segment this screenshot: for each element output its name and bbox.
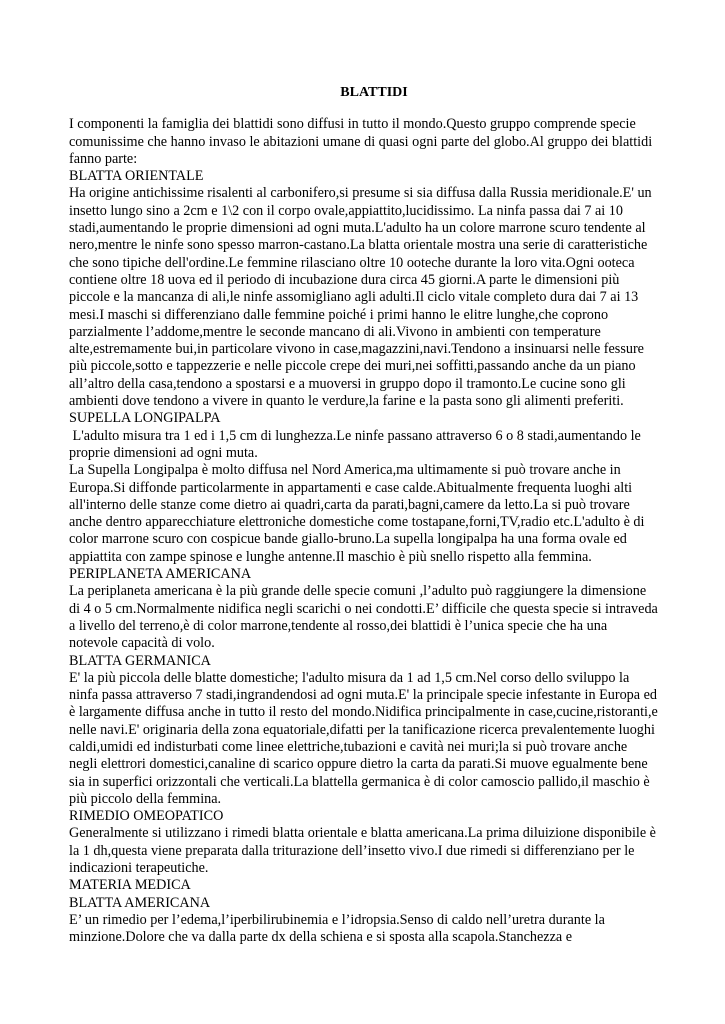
paragraph-blatta-americana: E’ un rimedio per l’edema,l’iperbilirubinemia e l’idropsia.Senso di caldo nell’uretra durante la minzione.Dolore che va dalla parte dx della schiena e si sposta alla scapola.Stanchezza e xyxy=(69,911,605,946)
heading-materia-medica: MATERIA MEDICA xyxy=(69,877,191,894)
heading-blatta-germanica: BLATTA GERMANICA xyxy=(69,652,211,669)
document-page xyxy=(69,84,659,947)
paragraph-supella-1: L'adulto misura tra 1 ed i 1,5 cm di lunghezza.Le ninfe passano attraverso 6 o 8 stadi,aumentando le proprie dimensioni ad ogni muta. xyxy=(69,427,645,461)
heading-supella-longipalpa: SUPELLA LONGIPALPA xyxy=(69,410,221,427)
heading-blatta-americana: BLATTA AMERICANA xyxy=(69,894,211,911)
paragraph-supella-2: La Supella Longipalpa è molto diffusa nel Nord America,ma ultimamente si può trovare anche in Europa.Si diffonde particolarmente in appartamenti e case calde.Abitualmente frequenta luoghi alti all'interno delle stanze come dietro ai quadri,carta da parati,bagni,camere da letto.La si può trovare anche dentro apparecchiature elettroniche domestiche come tostapane,forni,TV,radio etc.L'adulto è di color marrone scuro con cospicue bande giallo-bruno.La supella longipalpa ha una forma ovale ed appiattita con zampe spinose e lunghe antenne.Il maschio è più snello rispetto alla femmina. xyxy=(69,462,645,565)
paragraph-periplaneta: La periplaneta americana è la più grande delle specie comuni ,l’adulto può raggiungere la dimensione di 4 o 5 cm.Normalmente nidifica negli scarichi o nei condotti.E’ difficile che questa specie si intraveda a livello del terreno,è di color marrone,tendente al rosso,dei blattidi è l’unica specie che ha una notevole capacità di volo. xyxy=(69,583,658,652)
page-title: BLATTIDI xyxy=(340,85,408,100)
paragraph-blatta-orientale: Ha origine antichissime risalenti al carbonifero,si presume si sia diffusa dalla Russia meridionale.E' un insetto lungo sino a 2cm e 1\2 con il corpo ovale,appiattito,lucidissimo. La ninfa passa dai 7 ai 10 stadi,aumentando le proprie dimensioni ad ogni muta.L'adulto ha un colore marrone scuro tendente al nero,mentre le ninfe sono spesso marron-castano.La blatta orientale mostra una serie di caratteristiche che sono tipiche dell'ordine.Le femmine rilasciano oltre 10 ooteche durante la loro vita.Ogni ooteca contiene oltre 18 uova ed il periodo di incubazione dura circa 45 giorni.A parte le dimensioni più piccole e la mancanza di ali,le ninfe assomigliano agli adulti.Il ciclo vitale completo dura dai 7 ai 13 mesi.I maschi si differenziano dalle femmine poiché i primi hanno le elitre lunghe,che coprono parzialmente l’addome,mentre le seconde mancano di ali.Vivono in ambienti con temperature alte,estremamente bui,in particolare vivono in case,magazzini,navi.Tendono a insinuarsi nelle fessure più piccole,sotto e tappezzerie e nelle piccole crepe dei muri,nei soffitti,passando anche da un piano all’altro della casa,tendono a spostarsi e a muoversi in gruppo dopo il tramonto.Le cucine sono gli ambienti dove tendono a vivere in quanto le verdure,la farine e la pasta sono gli alimenti preferiti. xyxy=(69,185,652,410)
intro-paragraph: I componenti la famiglia dei blattidi sono diffusi in tutto il mondo.Questo gruppo comprende specie comunissime che hanno invaso le abitazioni umane di quasi ogni parte del globo.Al gruppo dei blattidi fanno parte: xyxy=(69,116,653,167)
paragraph-germanica: E' la più piccola delle blatte domestiche; l'adulto misura da 1 ad 1,5 cm.Nel corso dello sviluppo la ninfa passa attraverso 7 stadi,ingrandendosi ad ogni muta.E' la principale specie infestante in Europa ed è largamente diffusa anche in tutto il resto del mondo.Nidifica principalmente in case,cucine,ristoranti,e nelle navi.E' originaria della zona equatoriale,difatti per la tanificazione ricerca prevalentemente luoghi caldi,umidi ed indisturbati come linee elettriche,tubazioni e cavità nei muri;la si può trovare anche negli elettrori domestici,canaline di scarico oppure dietro la carta da parati.Si muove egualmente bene sia in superfici orizzontali che verticali.La blattella germanica è di color camoscio pallido,il maschio è più piccolo della femmina. xyxy=(69,669,658,807)
paragraph-rimedio: Generalmente si utilizzano i rimedi blatta orientale e blatta americana.La prima diluizione disponibile è la 1 dh,questa viene preparata dalla triturazione dell’insetto vivo.I due rimedi si differenziano per le indicazioni terapeutiche. xyxy=(69,825,656,877)
heading-periplaneta-americana: PERIPLANETA AMERICANA xyxy=(69,566,252,583)
heading-rimedio-omeopatico: RIMEDIO OMEOPATICO xyxy=(69,808,224,825)
heading-blatta-orientale: BLATTA ORIENTALE xyxy=(69,168,204,185)
